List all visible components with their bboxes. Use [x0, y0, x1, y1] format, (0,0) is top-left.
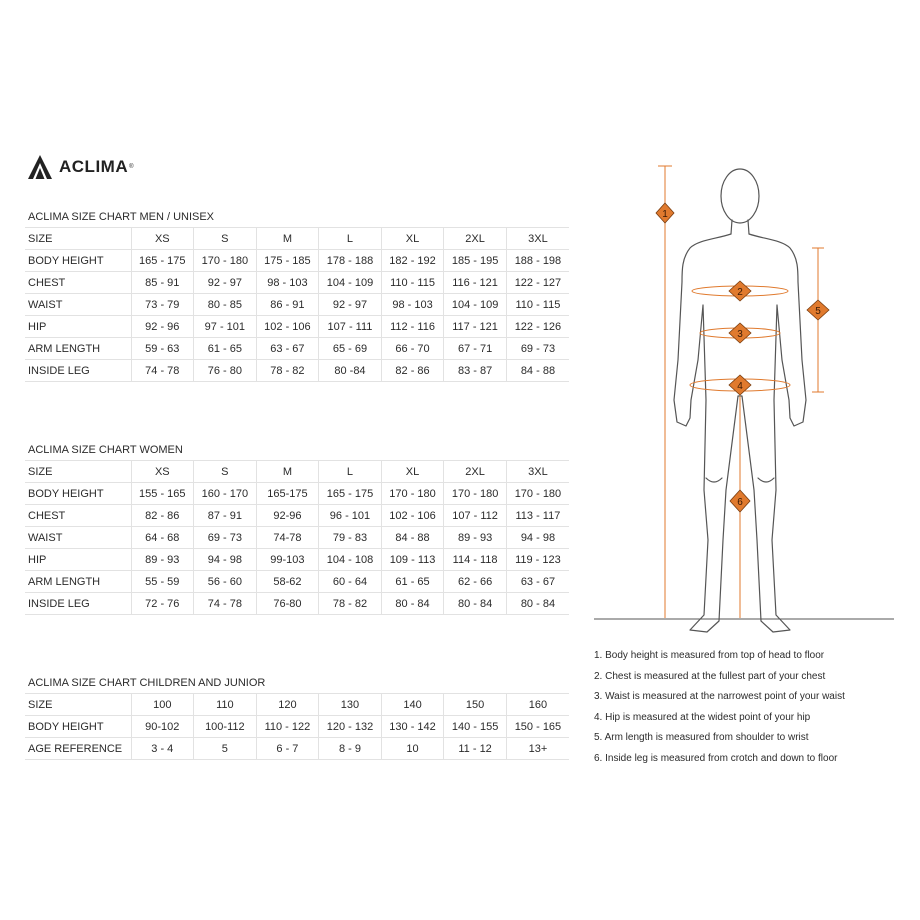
table-header-row: [25, 694, 569, 716]
table-cell: 130 - 142: [381, 716, 444, 738]
table-cell: 63 - 67: [256, 338, 319, 360]
table-cell: 165 - 175: [131, 250, 194, 272]
table-cell: 102 - 106: [256, 316, 319, 338]
table-cell: 170 - 180: [506, 483, 569, 505]
size-header-cell: 140: [381, 694, 444, 716]
table-row: [25, 571, 569, 593]
table-cell: 85 - 91: [131, 272, 194, 294]
table-row: [25, 360, 569, 382]
table-cell: 117 - 121: [444, 316, 507, 338]
row-label: CHEST: [25, 505, 131, 527]
table-cell: 13+: [506, 738, 569, 760]
table-cell: 170 - 180: [194, 250, 257, 272]
size-header-label: SIZE: [25, 228, 131, 250]
table-cell: 76 - 80: [194, 360, 257, 382]
size-header-cell: XL: [381, 228, 444, 250]
table-cell: 74 - 78: [131, 360, 194, 382]
size-header-cell: S: [194, 461, 257, 483]
table-row: [25, 294, 569, 316]
size-header-cell: L: [319, 461, 382, 483]
table-cell: 112 - 116: [381, 316, 444, 338]
table-title-row: [25, 206, 569, 228]
table-cell: 66 - 70: [381, 338, 444, 360]
row-label: BODY HEIGHT: [25, 716, 131, 738]
marker-2-label: 2: [737, 287, 743, 298]
table-cell: 160 - 170: [194, 483, 257, 505]
size-header-cell: M: [256, 461, 319, 483]
table-cell: 60 - 64: [319, 571, 382, 593]
table-cell: 107 - 112: [444, 505, 507, 527]
table-cell: 86 - 91: [256, 294, 319, 316]
row-label: BODY HEIGHT: [25, 250, 131, 272]
row-label: WAIST: [25, 527, 131, 549]
table-cell: 99-103: [256, 549, 319, 571]
table-cell: 82 - 86: [381, 360, 444, 382]
size-header-cell: 150: [444, 694, 507, 716]
note-item: 4. Hip is measured at the widest point of your hip: [594, 711, 811, 723]
table-cell: 76-80: [256, 593, 319, 615]
table-cell: 155 - 165: [131, 483, 194, 505]
brand-registered-mark: ®: [129, 164, 134, 170]
marker-4-label: 4: [737, 381, 743, 392]
note-item: 1. Body height is measured from top of head to floor: [594, 650, 825, 661]
row-label: ARM LENGTH: [25, 571, 131, 593]
table-cell: 65 - 69: [319, 338, 382, 360]
table-cell: 6 - 7: [256, 738, 319, 760]
table-cell: 94 - 98: [506, 527, 569, 549]
row-label: WAIST: [25, 294, 131, 316]
size-header-cell: 110: [194, 694, 257, 716]
row-label: INSIDE LEG: [25, 360, 131, 382]
table-cell: 79 - 83: [319, 527, 382, 549]
table-cell: 89 - 93: [444, 527, 507, 549]
table-cell: 100-112: [194, 716, 257, 738]
table-cell: 87 - 91: [194, 505, 257, 527]
table-cell: 61 - 65: [381, 571, 444, 593]
table-cell: 72 - 76: [131, 593, 194, 615]
table-row: [25, 316, 569, 338]
brand-name: ACLIMA: [59, 157, 129, 176]
table-cell: 98 - 103: [381, 294, 444, 316]
table-cell: 59 - 63: [131, 338, 194, 360]
size-header-cell: 2XL: [444, 461, 507, 483]
table-cell: 150 - 165: [506, 716, 569, 738]
size-header-cell: M: [256, 228, 319, 250]
body-measurement-figure: [594, 160, 894, 649]
table-row: [25, 527, 569, 549]
measurement-notes: [594, 646, 845, 769]
table-cell: 113 - 117: [506, 505, 569, 527]
table-title-row: [25, 672, 569, 694]
table-cell: 116 - 121: [444, 272, 507, 294]
table-row: [25, 250, 569, 272]
table-header-row: [25, 461, 569, 483]
table-cell: 74 - 78: [194, 593, 257, 615]
table-row: [25, 483, 569, 505]
table-cell: 110 - 115: [506, 294, 569, 316]
table-cell: 62 - 66: [444, 571, 507, 593]
table-row: [25, 716, 569, 738]
table-cell: 69 - 73: [506, 338, 569, 360]
row-label: BODY HEIGHT: [25, 483, 131, 505]
table-cell: 114 - 118: [444, 549, 507, 571]
size-header-cell: 130: [319, 694, 382, 716]
marker-5-label: 5: [815, 306, 821, 317]
table-cell: 80 - 84: [381, 593, 444, 615]
table-cell: 165-175: [256, 483, 319, 505]
size-header-cell: L: [319, 228, 382, 250]
table-cell: 110 - 115: [381, 272, 444, 294]
table-cell: 188 - 198: [506, 250, 569, 272]
size-header-cell: 3XL: [506, 461, 569, 483]
table-cell: 56 - 60: [194, 571, 257, 593]
table-cell: 3 - 4: [131, 738, 194, 760]
table-cell: 58-62: [256, 571, 319, 593]
marker-1-label: 1: [662, 209, 668, 220]
table-cell: 178 - 188: [319, 250, 382, 272]
table-cell: 64 - 68: [131, 527, 194, 549]
size-chart-women-table: [25, 439, 569, 615]
row-label: HIP: [25, 549, 131, 571]
table-cell: 80 - 85: [194, 294, 257, 316]
size-header-cell: XL: [381, 461, 444, 483]
table-cell: 104 - 108: [319, 549, 382, 571]
table-cell: 5: [194, 738, 257, 760]
table-row: [25, 338, 569, 360]
table-title-row: [25, 439, 569, 461]
table-header-row: [25, 228, 569, 250]
table-cell: 185 - 195: [444, 250, 507, 272]
table-cell: 122 - 127: [506, 272, 569, 294]
table-row: [25, 593, 569, 615]
table-cell: 89 - 93: [131, 549, 194, 571]
table-cell: 84 - 88: [506, 360, 569, 382]
marker-3-label: 3: [737, 329, 743, 340]
size-header-label: SIZE: [25, 461, 131, 483]
table-cell: 92 - 96: [131, 316, 194, 338]
table-cell: 102 - 106: [381, 505, 444, 527]
size-header-cell: XS: [131, 461, 194, 483]
marker-6-label: 6: [737, 497, 743, 508]
table-cell: 63 - 67: [506, 571, 569, 593]
table-cell: 107 - 111: [319, 316, 382, 338]
row-label: INSIDE LEG: [25, 593, 131, 615]
table-row: [25, 738, 569, 760]
size-header-label: SIZE: [25, 694, 131, 716]
table-cell: 11 - 12: [444, 738, 507, 760]
table-cell: 97 - 101: [194, 316, 257, 338]
size-chart-children-table: [25, 672, 569, 760]
table-cell: 83 - 87: [444, 360, 507, 382]
aclima-logo-icon: [27, 154, 53, 180]
table-cell: 122 - 126: [506, 316, 569, 338]
table-cell: 104 - 109: [319, 272, 382, 294]
table-cell: 98 - 103: [256, 272, 319, 294]
note-item: 5. Arm length is measured from shoulder to wrist: [594, 732, 809, 743]
table-cell: 67 - 71: [444, 338, 507, 360]
table-cell: 73 - 79: [131, 294, 194, 316]
table-row: [25, 272, 569, 294]
brand-logo: [27, 154, 134, 180]
size-chart-men-table: [25, 206, 569, 382]
table-cell: 78 - 82: [256, 360, 319, 382]
table-title: ACLIMA SIZE CHART CHILDREN AND JUNIOR: [25, 672, 569, 694]
table-cell: 55 - 59: [131, 571, 194, 593]
table-row: [25, 505, 569, 527]
size-header-cell: 160: [506, 694, 569, 716]
table-cell: 96 - 101: [319, 505, 382, 527]
table-cell: 82 - 86: [131, 505, 194, 527]
table-title: ACLIMA SIZE CHART WOMEN: [25, 439, 569, 461]
body-silhouette-icon: [594, 160, 894, 644]
table-cell: 84 - 88: [381, 527, 444, 549]
table-row: [25, 549, 569, 571]
size-header-cell: S: [194, 228, 257, 250]
size-header-cell: 3XL: [506, 228, 569, 250]
table-cell: 120 - 132: [319, 716, 382, 738]
table-cell: 92-96: [256, 505, 319, 527]
table-cell: 80 -84: [319, 360, 382, 382]
size-header-cell: 120: [256, 694, 319, 716]
table-title: ACLIMA SIZE CHART MEN / UNISEX: [25, 206, 569, 228]
size-header-cell: XS: [131, 228, 194, 250]
row-label: ARM LENGTH: [25, 338, 131, 360]
table-cell: 80 - 84: [506, 593, 569, 615]
table-cell: 140 - 155: [444, 716, 507, 738]
row-label: AGE REFERENCE: [25, 738, 131, 760]
table-cell: 104 - 109: [444, 294, 507, 316]
table-cell: 80 - 84: [444, 593, 507, 615]
table-cell: 74-78: [256, 527, 319, 549]
table-cell: 119 - 123: [506, 549, 569, 571]
size-header-cell: 2XL: [444, 228, 507, 250]
table-cell: 10: [381, 738, 444, 760]
size-header-cell: 100: [131, 694, 194, 716]
table-cell: 92 - 97: [194, 272, 257, 294]
table-cell: 175 - 185: [256, 250, 319, 272]
table-cell: 78 - 82: [319, 593, 382, 615]
table-cell: 8 - 9: [319, 738, 382, 760]
table-cell: 69 - 73: [194, 527, 257, 549]
table-cell: 92 - 97: [319, 294, 382, 316]
table-cell: 94 - 98: [194, 549, 257, 571]
table-cell: 182 - 192: [381, 250, 444, 272]
row-label: HIP: [25, 316, 131, 338]
table-cell: 170 - 180: [381, 483, 444, 505]
table-cell: 109 - 113: [381, 549, 444, 571]
note-item: 2. Chest is measured at the fullest part of your chest: [594, 670, 826, 682]
table-cell: 170 - 180: [444, 483, 507, 505]
table-cell: 110 - 122: [256, 716, 319, 738]
table-cell: 165 - 175: [319, 483, 382, 505]
note-item: 6. Inside leg is measured from crotch and down to floor: [594, 752, 838, 764]
table-cell: 90-102: [131, 716, 194, 738]
note-item: 3. Waist is measured at the narrowest point of your waist: [594, 691, 845, 702]
table-cell: 61 - 65: [194, 338, 257, 360]
row-label: CHEST: [25, 272, 131, 294]
